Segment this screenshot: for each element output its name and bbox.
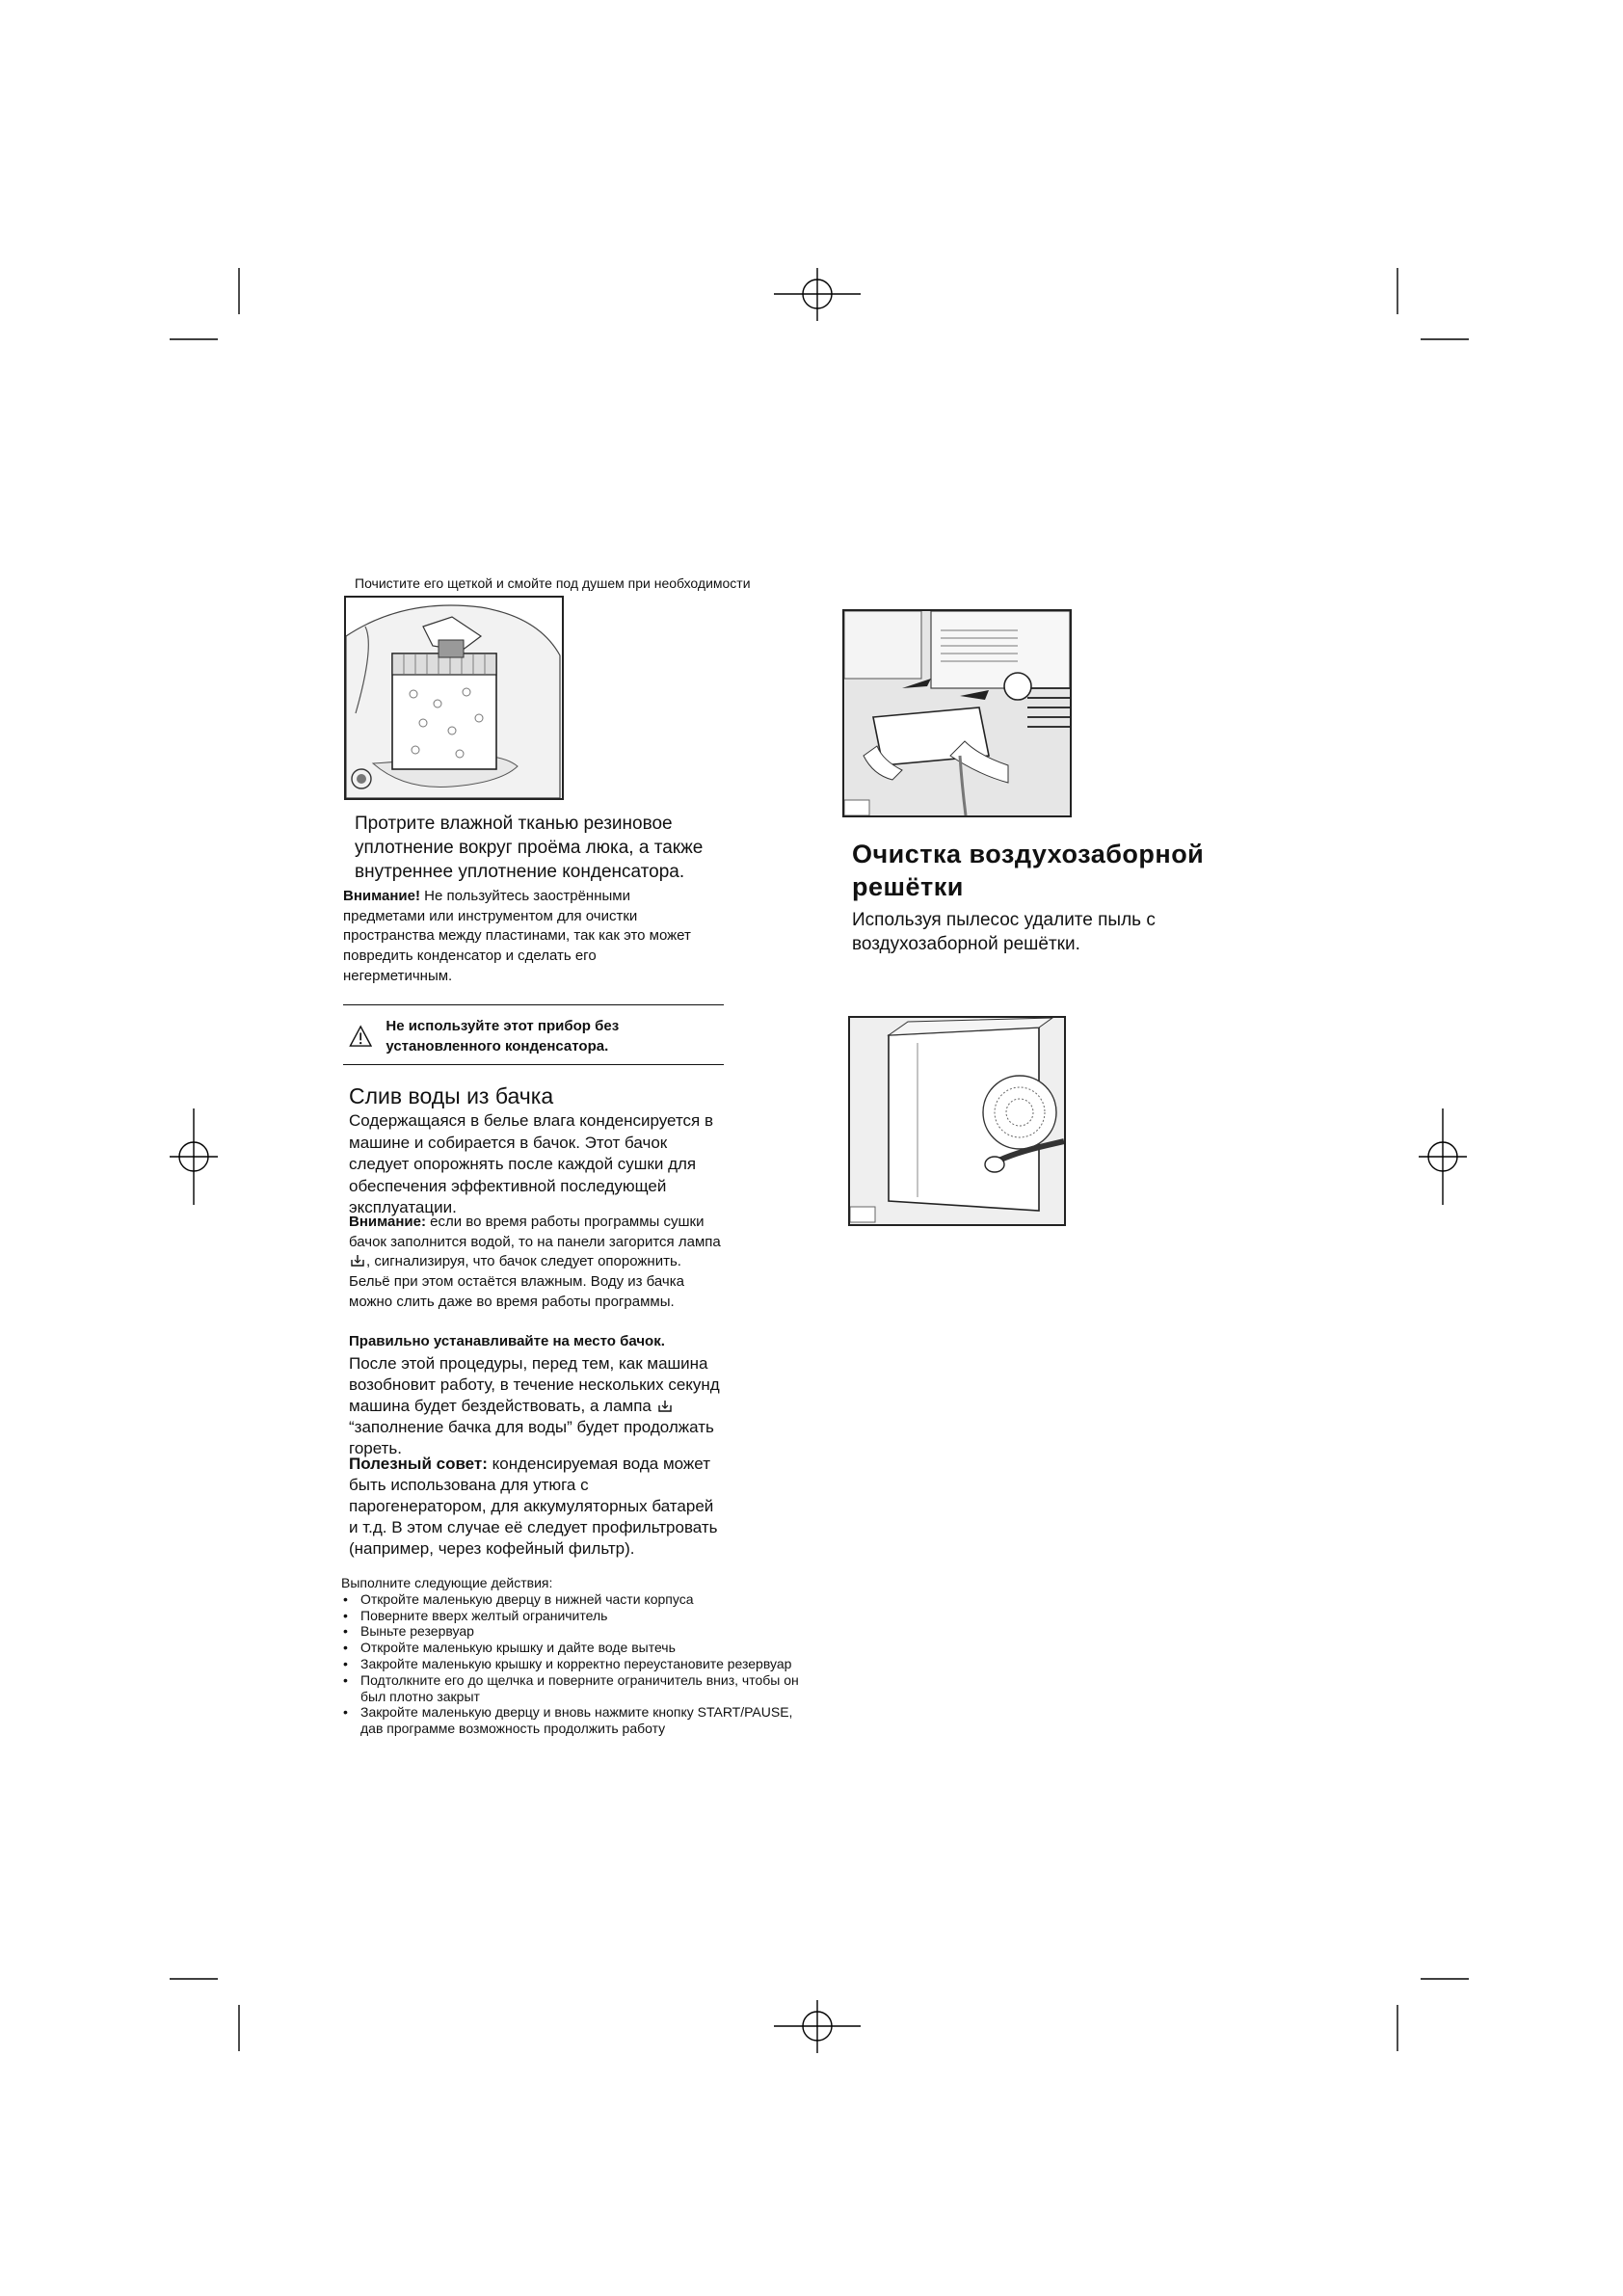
list-item: • Подтолкните его до щелчка и поверните ограничитель вниз, чтобы он был плотно закрыт <box>341 1672 804 1705</box>
steps-section <box>341 1575 804 1737</box>
attention-note <box>349 1213 721 1312</box>
warning-text: Не используйте этот прибор без установленного конденсатора. <box>386 1018 620 1055</box>
attention-text-a: если во время работы программы сушки бачок заполнится водой, то на панели загорится лампа <box>349 1214 721 1250</box>
caution-text: Не пользуйтесь заострёнными предметами или инструментом для очистки пространства между пластинами, так как это может повредить конденсатор и сделать его негерметичным. <box>343 888 691 984</box>
attention-label: Внимание: <box>349 1214 426 1230</box>
attention-text-b: , сигнализируя, что бачок следует опорожнить. Бельё при этом остаётся влажным. Воду из бачка можно слить даже во время работы программы. <box>349 1253 684 1310</box>
list-item: • Откройте маленькую дверцу в нижней части корпуса <box>341 1591 804 1608</box>
water-container-lamp-icon <box>658 1401 672 1412</box>
after-procedure-text <box>349 1353 725 1459</box>
warning-triangle-icon <box>349 1021 372 1052</box>
wipe-seal-instruction: Протрите влажной тканью резиновое уплотнение вокруг проёма люка, а также внутреннее уплотнение конденсатора. <box>355 814 704 883</box>
list-item: • Откройте маленькую крышку и дайте воде вытечь <box>341 1640 804 1656</box>
caution-label: Внимание! <box>343 888 420 904</box>
after-text-b: “заполнение бачка для воды” будет продолжать гореть. <box>349 1418 714 1458</box>
caution-note <box>343 887 700 986</box>
warning-box <box>349 1016 715 1056</box>
grille-instruction: Используя пылесос удалите пыль с воздухозаборной решётки. <box>852 910 1156 955</box>
brush-caption: Почистите его щеткой и смойте под душем при необходимости <box>355 575 751 591</box>
tip-label: Полезный совет: <box>349 1455 488 1473</box>
grille-heading: Очистка воздухозаборной решётки <box>852 840 1205 901</box>
tip-text: конденсируемая вода может быть использована для утюга с парогенератором, для аккумуляторных батарей и т.д. В этом случае её следует профильтровать (например, через кофейный фильтр). <box>349 1455 718 1559</box>
useful-tip <box>349 1454 725 1560</box>
list-item: • Выньте резервуар <box>341 1623 804 1640</box>
list-item: • Закройте маленькую дверцу и вновь нажмите кнопку START/PAUSE, дав программе возможность продолжить работу <box>341 1704 804 1737</box>
water-container-lamp-icon <box>351 1255 364 1267</box>
vacuum-grille-illustration <box>848 1016 1066 1226</box>
drain-heading: Слив воды из бачка <box>349 1083 554 1108</box>
registration-mark-icon <box>170 1108 218 1205</box>
condenser-cleaning-illustration <box>344 596 564 800</box>
steps-list <box>341 1591 804 1737</box>
list-item: • Закройте маленькую крышку и корректно переустановите резервуар <box>341 1656 804 1672</box>
warning-bottom-rule <box>343 1064 724 1065</box>
after-text-a: После этой процедуры, перед тем, как машина возобновит работу, в течение нескольких секунд машина будет бездействовать, а лампа <box>349 1354 720 1416</box>
registration-mark-icon <box>774 2000 861 2053</box>
list-item: • Поверните вверх желтый ограничитель <box>341 1608 804 1624</box>
tank-removal-illustration <box>842 609 1072 817</box>
warning-top-rule <box>343 1004 724 1005</box>
install-correctly-note: Правильно устанавливайте на место бачок. <box>349 1333 665 1349</box>
steps-intro: Выполните следующие действия: <box>341 1575 553 1590</box>
drain-intro: Содержащаяся в белье влага конденсируется в машине и собирается в бачок. Этот бачок следует опорожнять после каждой сушки для обеспечения эффективной последующей эксплуатации. <box>349 1111 714 1217</box>
registration-mark-icon <box>1419 1108 1467 1205</box>
registration-mark-icon <box>774 268 861 321</box>
